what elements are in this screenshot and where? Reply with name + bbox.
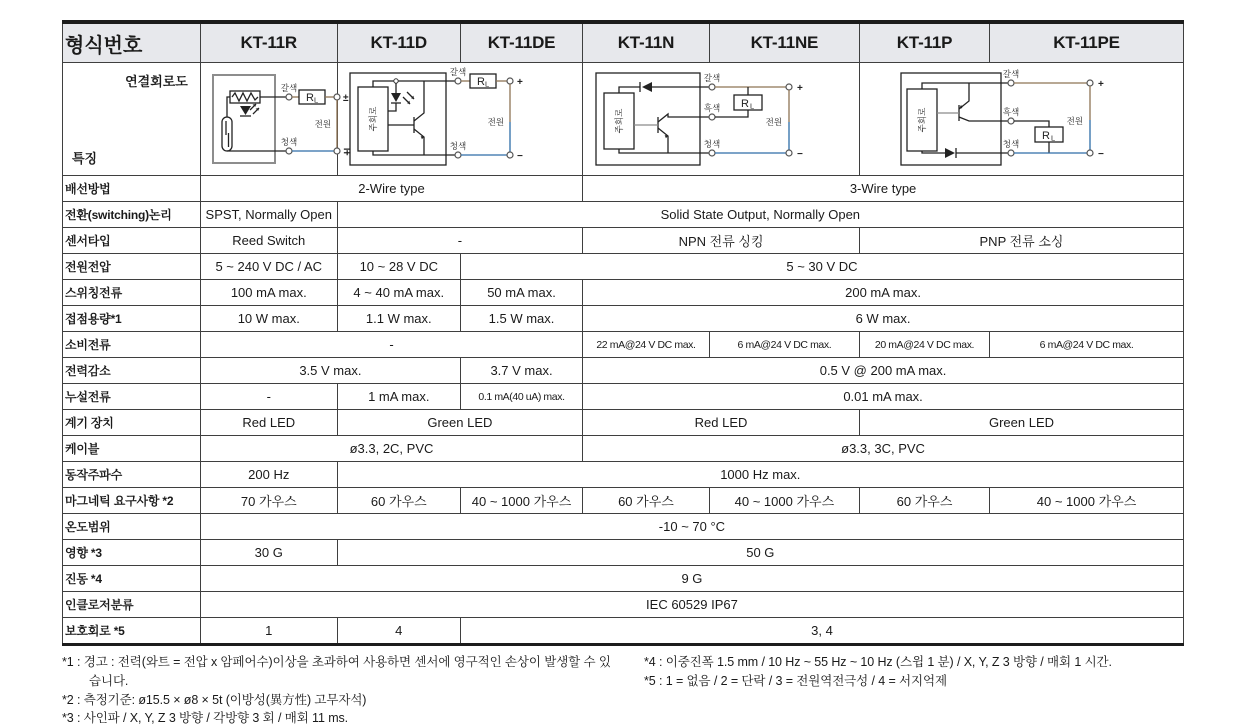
svg-text:주회로: 주회로 bbox=[917, 107, 928, 133]
spec-value: 30 G bbox=[200, 540, 337, 566]
svg-text:청색: 청색 bbox=[449, 141, 466, 151]
spec-value: 200 mA max. bbox=[583, 280, 1184, 306]
spec-value: 100 mA max. bbox=[200, 280, 337, 306]
terminal-minus-plus: ∓ bbox=[342, 147, 352, 158]
circuit-diagram-kt-11n bbox=[583, 63, 860, 176]
spec-value: Solid State Output, Normally Open bbox=[337, 202, 1183, 228]
spec-value: NPN 전류 싱킹 bbox=[583, 228, 860, 254]
row-switching-current bbox=[63, 280, 1184, 306]
footnote-5: *5 : 1 = 없음 / 2 = 단락 / 3 = 전원역전극성 / 4 = 서지억제 bbox=[644, 673, 947, 688]
svg-text:전원: 전원 bbox=[1067, 116, 1084, 126]
svg-text:주회로: 주회로 bbox=[614, 108, 625, 134]
main-circuit-label: 주회로 bbox=[367, 106, 378, 132]
row-connection-diagram bbox=[63, 63, 1184, 176]
svg-text:청색: 청색 bbox=[703, 139, 721, 149]
row-magnetic-requirement bbox=[63, 488, 1184, 514]
spec-value: 1000 Hz max. bbox=[337, 462, 1183, 488]
svg-text:+: + bbox=[1098, 79, 1105, 90]
spec-value: 40 ~ 1000 가우스 bbox=[460, 488, 582, 514]
svg-text:−: − bbox=[1098, 149, 1105, 160]
row-label: 전력감소 bbox=[63, 358, 201, 384]
model-number-label: 형식번호 bbox=[63, 22, 201, 63]
row-current-consumption bbox=[63, 332, 1184, 358]
spec-value: Green LED bbox=[337, 410, 582, 436]
col-header-kt-11n: KT-11N bbox=[583, 22, 710, 63]
row-label: 접점용량*1 bbox=[63, 306, 201, 332]
row-contact-rating bbox=[63, 306, 1184, 332]
spec-value: 3.5 V max. bbox=[200, 358, 460, 384]
row-label: 스위칭전류 bbox=[63, 280, 201, 306]
spec-value: Red LED bbox=[583, 410, 860, 436]
svg-text:R: R bbox=[1042, 130, 1051, 142]
spec-value: 50 G bbox=[337, 540, 1183, 566]
col-header-kt-11pe: KT-11PE bbox=[990, 22, 1184, 63]
svg-text:L: L bbox=[484, 79, 489, 89]
row-shock bbox=[63, 540, 1184, 566]
reed-switch-circuit bbox=[203, 67, 353, 171]
row-label: 계기 장치 bbox=[63, 410, 201, 436]
spec-value: 3-Wire type bbox=[583, 176, 1184, 202]
svg-text:R: R bbox=[741, 98, 749, 110]
svg-text:전원: 전원 bbox=[765, 117, 783, 127]
row-wiring-method bbox=[63, 176, 1184, 202]
footnote-1: *1 : 경고 : 전력(와트 = 전압 x 암페어수)이상을 초과하여 사용하면 센서에 영구적인 손상이 발생할 수 있습니다. bbox=[62, 655, 611, 688]
row-cable bbox=[63, 436, 1184, 462]
spec-value: - bbox=[200, 384, 337, 410]
row-leakage-current bbox=[63, 384, 1184, 410]
row-label: 누설전류 bbox=[63, 384, 201, 410]
svg-text:갈색: 갈색 bbox=[1003, 69, 1020, 79]
row-label: 소비전류 bbox=[63, 332, 201, 358]
spec-value: -10 ~ 70 °C bbox=[200, 514, 1183, 540]
col-header-kt-11p: KT-11P bbox=[859, 22, 989, 63]
spec-value: 1.1 W max. bbox=[337, 306, 460, 332]
spec-value: 10 W max. bbox=[200, 306, 337, 332]
svg-text:L: L bbox=[1051, 133, 1056, 143]
header-row bbox=[63, 22, 1184, 63]
spec-value: 2-Wire type bbox=[200, 176, 582, 202]
circuit-diagram-kt-11p bbox=[859, 63, 1183, 176]
row-label: 진동 *4 bbox=[63, 566, 201, 592]
footnotes-left bbox=[62, 653, 622, 728]
spec-value: 6 mA@24 V DC max. bbox=[990, 332, 1184, 358]
col-header-kt-11de: KT-11DE bbox=[460, 22, 582, 63]
spec-value: 50 mA max. bbox=[460, 280, 582, 306]
col-header-kt-11r: KT-11R bbox=[200, 22, 337, 63]
col-header-kt-11d: KT-11D bbox=[337, 22, 460, 63]
row-indicator bbox=[63, 410, 1184, 436]
svg-text:+: + bbox=[797, 83, 803, 94]
spec-value: - bbox=[337, 228, 582, 254]
svg-text:갈색: 갈색 bbox=[703, 73, 721, 83]
row-vibration bbox=[63, 566, 1184, 592]
spec-value: PNP 전류 소싱 bbox=[859, 228, 1183, 254]
svg-text:전원: 전원 bbox=[487, 117, 504, 127]
diagram-row-label bbox=[63, 63, 201, 176]
svg-text:청색: 청색 bbox=[1003, 139, 1020, 149]
row-enclosure-rating bbox=[63, 592, 1184, 618]
row-label: 온도범위 bbox=[63, 514, 201, 540]
footnote-3: *3 : 사인파 / X, Y, Z 3 방향 / 각방향 3 회 / 매회 11 ms. bbox=[62, 711, 349, 726]
spec-value: 1.5 W max. bbox=[460, 306, 582, 332]
spec-value: 70 가우스 bbox=[200, 488, 337, 514]
row-label: 보호회로 *5 bbox=[63, 618, 201, 645]
npn-three-wire-circuit bbox=[586, 67, 856, 171]
spec-value: Red LED bbox=[200, 410, 337, 436]
row-temperature-range bbox=[63, 514, 1184, 540]
spec-value: 10 ~ 28 V DC bbox=[337, 254, 460, 280]
spec-value: Reed Switch bbox=[200, 228, 337, 254]
spec-value: 4 ~ 40 mA max. bbox=[337, 280, 460, 306]
spec-value: SPST, Normally Open bbox=[200, 202, 337, 228]
row-supply-voltage bbox=[63, 254, 1184, 280]
row-operating-frequency bbox=[63, 462, 1184, 488]
two-wire-solid-state-circuit bbox=[340, 67, 590, 171]
spec-value: 22 mA@24 V DC max. bbox=[583, 332, 710, 358]
row-protection-circuit bbox=[63, 618, 1184, 645]
svg-text:−: − bbox=[516, 151, 523, 162]
spec-value: 6 W max. bbox=[583, 306, 1184, 332]
svg-text:갈색: 갈색 bbox=[449, 67, 466, 77]
spec-value: 200 Hz bbox=[200, 462, 337, 488]
spec-value: 3, 4 bbox=[460, 618, 1183, 645]
row-label: 전원전압 bbox=[63, 254, 201, 280]
spec-value: 9 G bbox=[200, 566, 1183, 592]
spec-value: 1 mA max. bbox=[337, 384, 460, 410]
footnotes bbox=[62, 653, 1212, 728]
footnote-4: *4 : 이중진폭 1.5 mm / 10 Hz ~ 55 Hz ~ 10 Hz (스윕 1 분) / X, Y, Z 3 방향 / 매회 1 시간. bbox=[644, 655, 1112, 669]
row-label: 배선방법 bbox=[63, 176, 201, 202]
wire-label-blue: 청색 bbox=[280, 137, 298, 147]
spec-value: 0.1 mA(40 uA) max. bbox=[460, 384, 582, 410]
row-label: 케이블 bbox=[63, 436, 201, 462]
features-label: 특징 bbox=[72, 151, 98, 166]
spec-value: 60 가우스 bbox=[859, 488, 989, 514]
spec-value: 60 가우스 bbox=[583, 488, 710, 514]
spec-value: - bbox=[200, 332, 582, 358]
spec-value: 40 ~ 1000 가우스 bbox=[990, 488, 1184, 514]
spec-value: 6 mA@24 V DC max. bbox=[709, 332, 859, 358]
row-voltage-drop bbox=[63, 358, 1184, 384]
circuit-diagram-kt-11r bbox=[200, 63, 352, 176]
power-label: 전원 bbox=[314, 119, 331, 129]
row-label: 마그네틱 요구사항 *2 bbox=[63, 488, 201, 514]
footnote-2: *2 : 측정기준: ø15.5 × ø8 × 5t (이방성(異方性) 고무자석) bbox=[62, 692, 367, 707]
spec-value: IEC 60529 IP67 bbox=[200, 592, 1183, 618]
circuit-diagram-kt-11d bbox=[337, 63, 582, 176]
spec-value: 5 ~ 240 V DC / AC bbox=[200, 254, 337, 280]
spec-value: 4 bbox=[337, 618, 460, 645]
row-label: 센서타입 bbox=[63, 228, 201, 254]
row-sensor-type bbox=[63, 228, 1184, 254]
spec-value: 60 가우스 bbox=[337, 488, 460, 514]
svg-text:L: L bbox=[750, 101, 755, 111]
svg-text:흑색: 흑색 bbox=[1003, 107, 1020, 117]
wire-label-black: 흑색 bbox=[703, 103, 721, 113]
spec-table bbox=[62, 20, 1184, 646]
spec-value: 40 ~ 1000 가우스 bbox=[709, 488, 859, 514]
spec-value: ø3.3, 2C, PVC bbox=[200, 436, 582, 462]
wire-label-brown: 갈색 bbox=[280, 83, 298, 93]
row-label: 인클로저분류 bbox=[63, 592, 201, 618]
spec-value: 3.7 V max. bbox=[460, 358, 582, 384]
spec-value: 0.5 V @ 200 mA max. bbox=[583, 358, 1184, 384]
svg-text:−: − bbox=[797, 149, 803, 160]
row-label: 영향 *3 bbox=[63, 540, 201, 566]
row-label: 동작주파수 bbox=[63, 462, 201, 488]
svg-text:+: + bbox=[516, 77, 523, 88]
svg-text:R: R bbox=[476, 76, 485, 88]
spec-value: 20 mA@24 V DC max. bbox=[859, 332, 989, 358]
col-header-kt-11ne: KT-11NE bbox=[709, 22, 859, 63]
row-label: 전환(switching)논리 bbox=[63, 202, 201, 228]
spec-value: 5 ~ 30 V DC bbox=[460, 254, 1183, 280]
spec-value: 1 bbox=[200, 618, 337, 645]
spec-value: Green LED bbox=[859, 410, 1183, 436]
footnotes-right bbox=[644, 653, 1204, 728]
terminal-plus-minus: ± bbox=[342, 93, 349, 104]
spec-value: 0.01 mA max. bbox=[583, 384, 1184, 410]
spec-value: ø3.3, 3C, PVC bbox=[583, 436, 1184, 462]
load-resistor-label: R bbox=[305, 92, 314, 104]
pnp-three-wire-circuit bbox=[891, 67, 1151, 171]
row-switching-logic bbox=[63, 202, 1184, 228]
svg-text:L: L bbox=[313, 95, 319, 105]
connection-diagram-label: 연결회로도 bbox=[125, 74, 188, 89]
